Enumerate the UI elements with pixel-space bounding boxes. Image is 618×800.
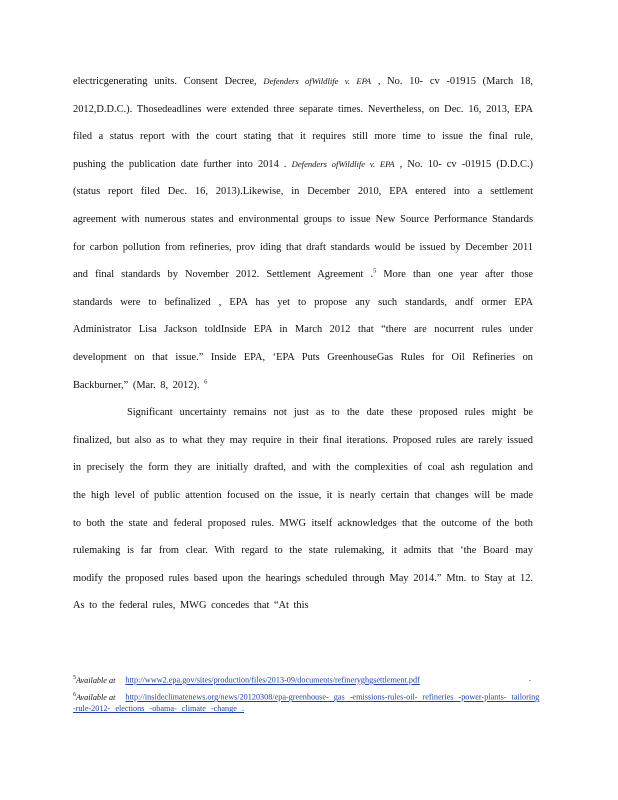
case-citation: Defenders ofWildlife v. EPA [263, 76, 372, 86]
body-text [73, 68, 533, 620]
footnote-label: Available at [76, 675, 116, 685]
footnote-number: 5 [73, 675, 76, 681]
footnote-link[interactable]: http://www2.epa.gov/sites/production/files/2013-09/documents/refineryghgsettlement.pdf [125, 675, 420, 685]
paragraph-1-text: , No. 10- cv -01915 (D.D.C.) (status report filed Dec. 16, 2013).Likewise, in December 2010, EPA entered into a settlement agreement with numerous states and environmental groups to issue New Source Performance Standards for carbon pollution from refineries, prov iding that draft standards would be issued by December 2011 and final standards by November 2012. Settlement Agreement . [73, 158, 533, 281]
footnote-ref-5[interactable]: 5 [373, 267, 377, 275]
footnote-trail: . [528, 674, 531, 683]
footnote-ref-6[interactable]: 6 [204, 378, 208, 386]
paragraph-2: Significant uncertainty remains not just as to the date these proposed rules might be finalized, but also as to what they may require in their final iterations. Proposed rules are rarely issued in precisely the form they are initially drafted, and with the complexities of coal ash regulation and the high level of public attention focused on the issue, it is nearly certain that changes will be made to both the state and federal proposed rules. MWG itself acknowledges that the outcome of the both rulemaking is far from clear. With regard to the state rulemaking, it admits that ‘the Board may modify the proposed rules based upon the hearings scheduled through May 2014.” Mtn. to Stay at 12. As to the federal rules, MWG concedes that “At this [73, 407, 533, 612]
paragraph-1-text: electricgenerating units. Consent Decree, [73, 76, 264, 87]
footnotes [73, 673, 543, 719]
footnote-6 [73, 690, 543, 715]
footnote-5 [73, 673, 543, 686]
paragraph-1-text: More than one year after those standards were to befinalized , EPA has yet to propose any such standards, andf ormer EPA Administrator Lisa Jackson toldInside EPA in March 2012 that “there are nocurrent rules under development on that issue.” Inside EPA, ‘EPA Puts GreenhouseGas Rules for Oil Refineries on Backburner,” (Mar. 8, 2012). [73, 269, 533, 391]
footnote-link[interactable]: http://insideclimatenews.org/news/20120308/epa-greenhouse- gas -emissions-rules-oil- refineries -power-plants- tailoring -rule-2012- elections -obama- climate -change . [73, 692, 540, 714]
paragraph-1 [73, 68, 533, 399]
footnote-label: Available at [76, 692, 116, 702]
footnote-number: 6 [73, 692, 76, 699]
case-citation: Defenders ofWildlife v. EPA [291, 158, 395, 169]
paragraph-1-text: , No. 10- cv -01915 (March 18, 2012,D.D.C.). Thosedeadlines were extended three separate times. Nevertheless, on Dec. 16, 2013, EPA filed a status report with the court stating that it requires still more time to issue the final rule, pushing the publication date further into 2014 . [73, 76, 533, 170]
